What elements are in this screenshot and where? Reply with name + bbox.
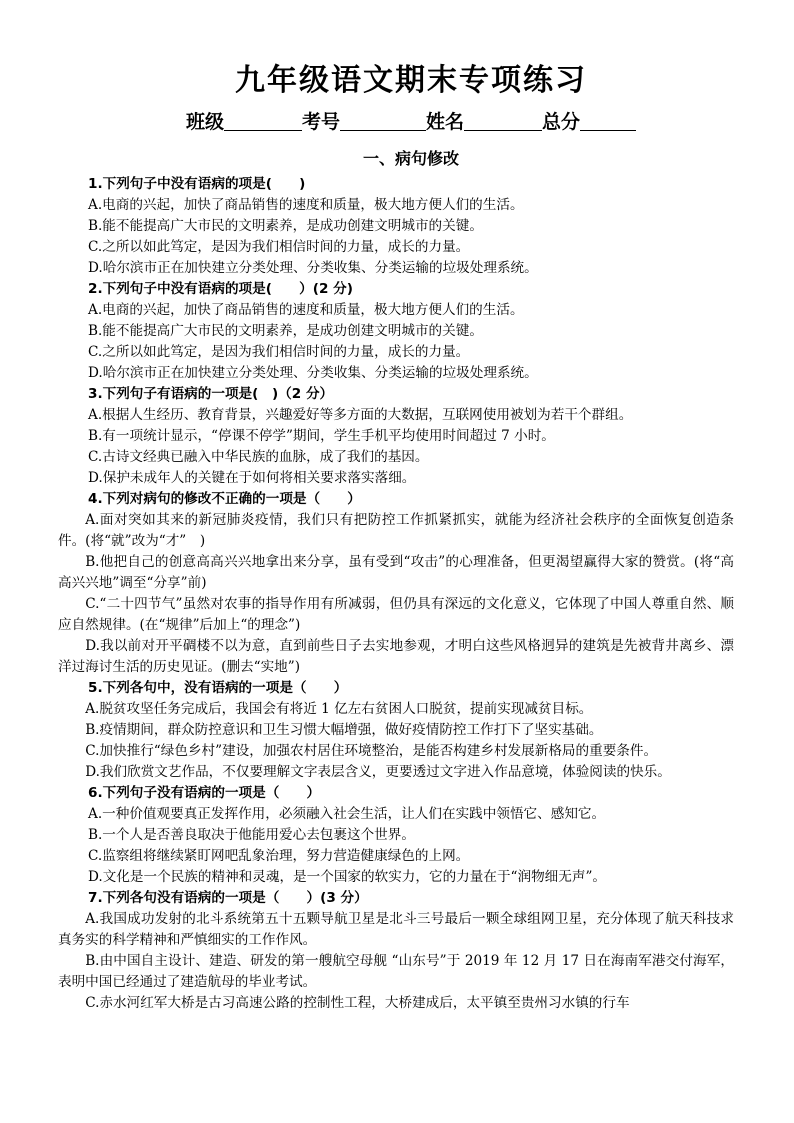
option: A.电商的兴起，加快了商品销售的速度和质量，极大地方便人们的生活。 — [88, 302, 524, 318]
option: A.一种价值观要真正发挥作用，必须融入社会生活，让人们在实践中领悟它、感知它。 — [88, 806, 606, 822]
class-blank — [224, 110, 302, 131]
question-list — [58, 174, 734, 1014]
option: D.哈尔滨市正在加快建立分类处理、分类收集、分类运输的垃圾处理系统。 — [88, 260, 538, 276]
score-blank — [580, 110, 636, 131]
option-paragraph: C.加快推行“绿色乡村”建设，加强农村居住环境整治，是能否构建乡村发展新格局的重要条件。 — [85, 743, 658, 759]
question-stem: 2.下列句子中没有语病的项是( ）(2 分) — [88, 281, 353, 297]
option-paragraph: A.面对突如其来的新冠肺炎疫情，我们只有把防控工作抓紧抓实，就能为经济社会秩序的全面恢复创造条件。(将“就”改为“才” ) — [58, 512, 734, 549]
question-stem: 3.下列句子有语病的一项是( )（2 分） — [88, 386, 334, 402]
exam-no-label: 考号 — [301, 111, 340, 133]
score-label: 总分 — [542, 111, 581, 133]
option: D.保护未成年人的关键在于如何将相关要求落实落细。 — [88, 470, 416, 486]
student-info-line — [88, 106, 734, 138]
option: A.根据人生经历、教育背景，兴趣爱好等多方面的大数据，互联网使用被划为若干个群组。 — [88, 407, 633, 423]
question-stem: 4.下列对病句的修改不正确的一项是（ ） — [88, 491, 361, 507]
question-stem: 7.下列各句没有语病的一项是（ ）(3 分） — [88, 890, 368, 906]
option-paragraph: D.我以前对开平碉楼不以为意，直到前些日子去实地参观，才明白这些风格迥异的建筑是先被背井离乡、漂洋过海讨生活的历史见证。(删去“实地”) — [58, 638, 734, 675]
option: C.之所以如此笃定，是因为我们相信时间的力量，成长的力量。 — [88, 344, 470, 360]
option: B.一个人是否善良取决于他能用爱心去包裹这个世界。 — [88, 827, 415, 843]
section-title: 一、病句修改 — [362, 149, 459, 168]
question-stem: 5.下列各句中，没有语病的一项是（ ） — [88, 680, 348, 696]
option-paragraph: C.“二十四节气”虽然对农事的指导作用有所减弱，但仍具有深远的文化意义，它体现了中国人尊重自然、顺应自然规律。(在“规律”后加上“的理念”) — [58, 596, 734, 633]
option-paragraph: B.他把自己的创意高高兴兴地拿出来分享，虽有受到“攻击”的心理准备，但更渴望赢得大家的赞赏。(将“高高兴兴地”调至“分享”前) — [58, 554, 734, 591]
name-blank — [464, 110, 542, 131]
option-paragraph: B.疫情期间，群众防控意识和卫生习惯大幅增强，做好疫情防控工作打下了坚实基础。 — [85, 722, 603, 738]
question-stem: 6.下列句子没有语病的一项是（ ） — [88, 785, 321, 801]
option-paragraph: B.由中国自主设计、建造、研发的第一艘航空母舰 “山东号”于 2019 年 12 月 17 日在海南军港交付海军，表明中国已经通过了建造航母的毕业考试。 — [58, 953, 734, 990]
option: C.古诗文经典已融入中华民族的血脉，成了我们的基因。 — [88, 449, 429, 465]
page-title: 九年级语文期末专项练习 — [235, 63, 587, 98]
option: B.有一项统计显示，“停课不停学”期间，学生手机平均使用时间超过 7 小时。 — [88, 428, 555, 444]
question-stem: 1.下列句子中没有语病的项是( ) — [88, 176, 306, 192]
option: D.哈尔滨市正在加快建立分类处理、分类收集、分类运输的垃圾处理系统。 — [88, 365, 538, 381]
option: D.文化是一个民族的精神和灵魂，是一个国家的软实力，它的力量在于“润物细无声”。 — [88, 869, 607, 885]
option: B.能不能提高广大市民的文明素养，是成功创建文明城市的关键。 — [88, 218, 483, 234]
option-paragraph: D.我们欣赏文艺作品，不仅要理解文字表层含义，更要透过文字进入作品意境，体验阅读的快乐。 — [85, 764, 671, 780]
option-paragraph: C.赤水河红军大桥是古习高速公路的控制性工程，大桥建成后，太平镇至贵州习水镇的行车 — [85, 995, 630, 1011]
exam-no-blank — [340, 110, 426, 131]
option-paragraph: A.我国成功发射的北斗系统第五十五颗导航卫星是北斗三号最后一颗全球组网卫星，充分体现了航天科技求真务实的科学精神和严慎细实的工作作风。 — [58, 911, 734, 948]
name-label: 姓名 — [426, 111, 465, 133]
option: B.能不能提高广大市民的文明素养，是成功创建文明城市的关键。 — [88, 323, 483, 339]
option: A.电商的兴起，加快了商品销售的速度和质量，极大地方便人们的生活。 — [88, 197, 524, 213]
class-label: 班级 — [185, 111, 224, 133]
option-paragraph: A.脱贫攻坚任务完成后，我国会有将近 1 亿左右贫困人口脱贫，提前实现减贫目标。 — [85, 701, 593, 717]
option: C.监察组将继续紧盯网吧乱象治理，努力营造健康绿色的上网。 — [88, 848, 470, 864]
option: C.之所以如此笃定，是因为我们相信时间的力量，成长的力量。 — [88, 239, 470, 255]
